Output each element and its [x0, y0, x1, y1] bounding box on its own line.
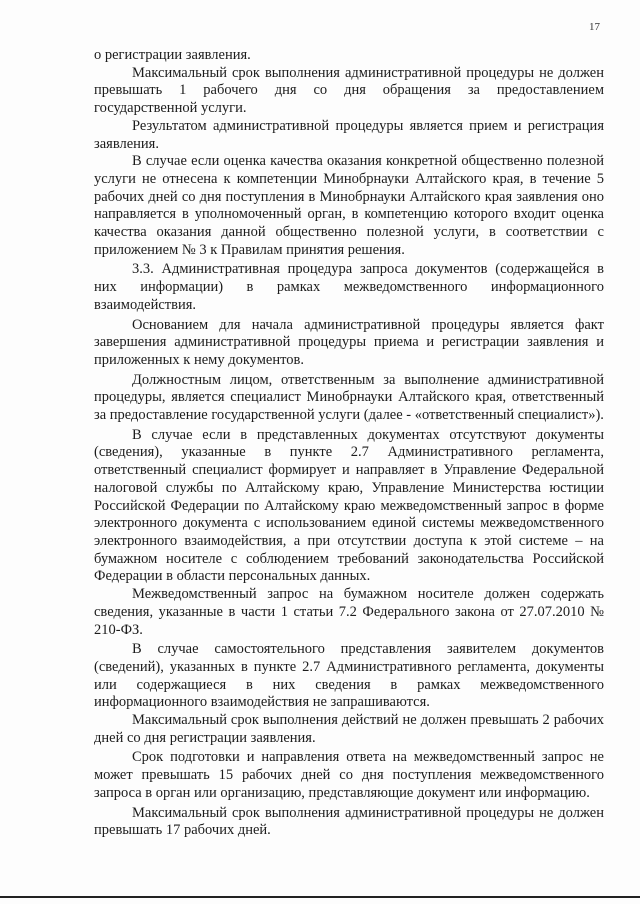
- document-body: [94, 47, 604, 840]
- paragraph: Максимальный срок выполнения действий не должен превышать 2 рабочих дней со дня регистрации заявления.: [94, 712, 604, 746]
- paragraph: Должностным лицом, ответственным за выполнение административной процедуры, является специалист Минобрнауки Алтайского края, ответственный за предоставление государственной услуги (далее - «ответственный специалист»).: [94, 371, 604, 424]
- section-heading-paragraph: 3.3. Административная процедура запроса документов (содержащейся в них информации) в рамках межведомственного информационного взаимодействия.: [94, 261, 604, 313]
- paragraph: о регистрации заявления.: [94, 47, 251, 63]
- page-number: 17: [589, 21, 600, 33]
- scan-bottom-edge: [0, 896, 640, 898]
- paragraph: Максимальный срок выполнения административной процедуры не должен превышать 1 рабочего дня со дня обращения за предоставлением государственной услуги.: [94, 64, 604, 117]
- paragraph: В случае если оценка качества оказания конкретной общественно полезной услуги не отнесена к компетенции Минобрнауки Алтайского края, в течение 5 рабочих дней со дня поступления в Минобрнауки Алтайского края заявления оно направляется в уполномоченный орган, в компетенцию которого входит оценка качества оказания данной общественно полезной услуги, в соответствии с приложением № 3 к Правилам принятия решения.: [94, 153, 604, 258]
- paragraph: В случае если в представленных документах отсутствуют документы (сведения), указанные в пункте 2.7 Административного регламента, ответственный специалист формирует и направляет в Управление Федеральной налоговой службы по Алтайскому краю, Управление Министерства юстиции Российской Федерации по Алтайскому краю межведомственный запрос в форме электронного документа с использованием единой системы межведомственного электронного взаимодействия, а при отсутствии доступа к этой системе – на бумажном носителе с соблюдением требований законодательства Российской Федерации в области персональных данных.: [94, 426, 604, 585]
- paragraph: Срок подготовки и направления ответа на межведомственный запрос не может превышать 15 рабочих дней со дня поступления межведомственного запроса в орган или организацию, представляющие документ или информацию.: [94, 749, 604, 801]
- paragraph: Результатом административной процедуры является прием и регистрация заявления.: [94, 117, 604, 152]
- paragraph: Максимальный срок выполнения административной процедуры не должен превышать 17 рабочих дней.: [94, 804, 604, 839]
- paragraph: Межведомственный запрос на бумажном носителе должен содержать сведения, указанные в части 1 статьи 7.2 Федерального закона от 27.07.2010 № 210-ФЗ.: [94, 586, 604, 638]
- paragraph: В случае самостоятельного представления заявителем документов (сведений), указанных в пункте 2.7 Административного регламента, документы или содержащиеся в них сведения в рамках межведомственного информационного взаимодействия не запрашиваются.: [94, 641, 604, 711]
- paragraph: Основанием для начала административной процедуры является факт завершения административной процедуры приема и регистрации заявления и приложенных к нему документов.: [94, 316, 604, 368]
